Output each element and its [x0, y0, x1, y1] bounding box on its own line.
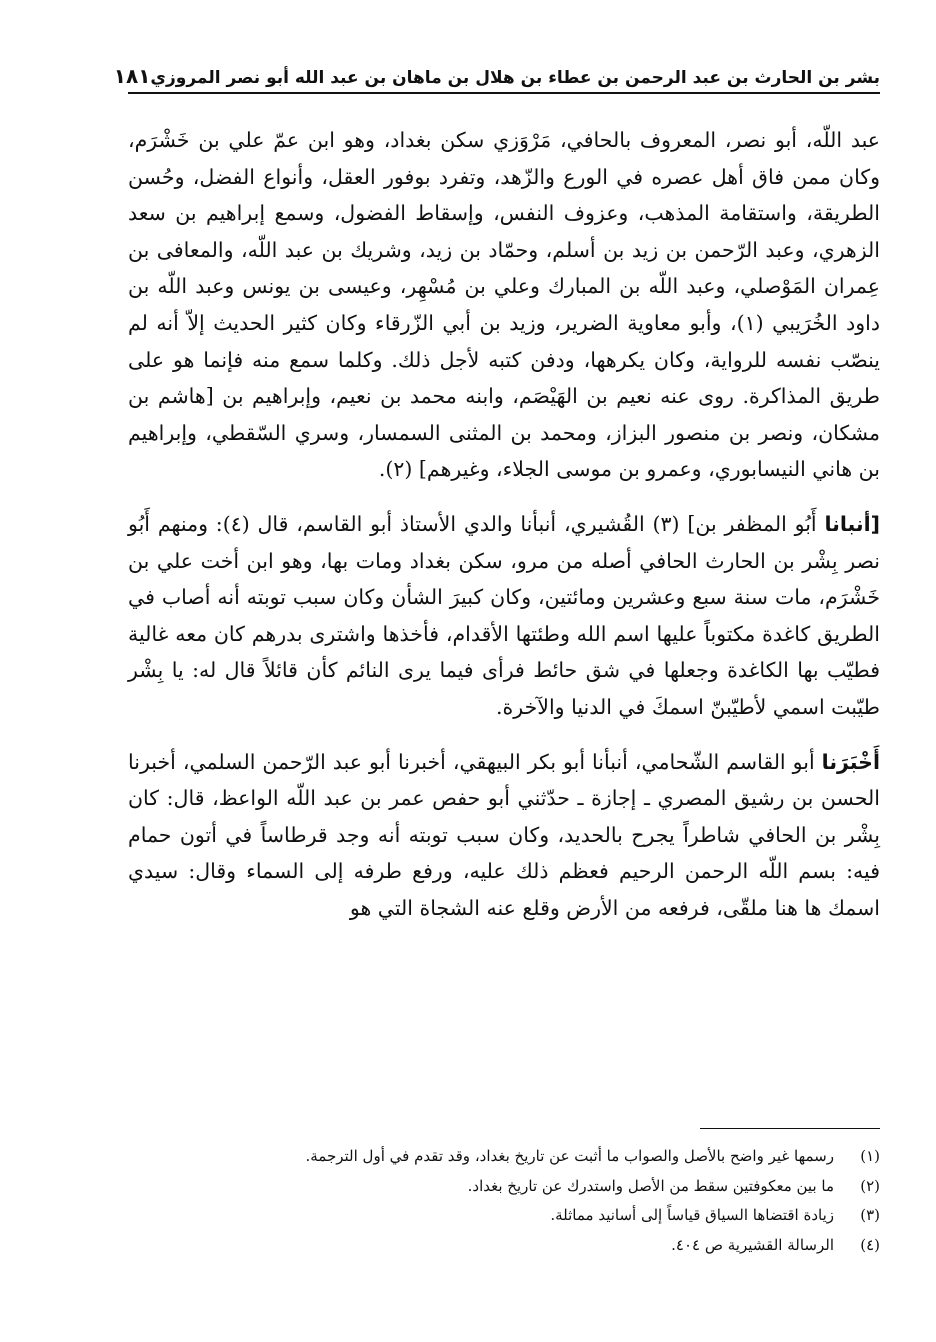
footnote-text: الرسالة القشيرية ص ٤٠٤.: [671, 1235, 834, 1254]
paragraph-2: [128, 506, 880, 726]
footnote-text: زيادة اقتضاها السياق قياساً إلى أسانيد مماثلة.: [550, 1206, 834, 1224]
main-text: [128, 122, 880, 926]
paragraph-text: أَبُو المظفر بن] (٣) القُشيري، أنبأنا والدي الأستاذ أبو القاسم، قال (٤): ومنهم أَبُو نصر بِشْر بن الحارث الحافي أصله من مرو، سكن بغداد ومات بها، وهو ابن أخت علي بن خَشْرَم، مات سنة سبع وعشرين ومائتين، وكان كبيرَ الشأن وكان سبب توبته أنه أصاب في الطريق كاغدة مكتوباً عليها اسم الله وطئتها الأقدام، فأخذها واشترى بدرهم كان معه غالية فطيّب بها الكاغدة وجعلها في شق حائط فرأى فيما يرى النائم كأن قائلاً قال له: يا بِشْر طيّبت اسمي لأطيّبنّ اسمكَ في الدنيا والآخرة.: [128, 511, 880, 719]
footnote-1: [128, 1142, 880, 1172]
footnote-4: [128, 1231, 880, 1261]
footnote-mark: (١): [860, 1147, 880, 1165]
footnote-2: [128, 1172, 880, 1202]
paragraph-lead: أَخْبَرَنا: [821, 749, 880, 774]
page-number: ١٨١: [113, 64, 151, 88]
footnote-divider: [700, 1128, 880, 1129]
footnote-text: ما بين معكوفتين سقط من الأصل واستدرك عن تاريخ بغداد.: [467, 1176, 834, 1195]
footnote-mark: (٤): [860, 1235, 880, 1254]
running-head: [113, 58, 880, 94]
footnote-mark: (٢): [860, 1176, 880, 1195]
paragraph-3: [128, 744, 880, 927]
footnote-3: [128, 1201, 880, 1231]
footnote-text: رسمها غير واضح بالأصل والصواب ما أثبت عن تاريخ بغداد، وقد تقدم في أول الترجمة.: [305, 1147, 834, 1165]
footnotes: [128, 1142, 880, 1260]
paragraph-lead: [أنبانا: [824, 511, 880, 536]
paragraph-text: أبو القاسم الشّحامي، أنبأنا أبو بكر البيهقي، أخبرنا أبو عبد الرّحمن السلمي، أخبرنا الحسن بن رشيق المصري ـ إجازة ـ حدّثني أبو حفص عمر بن عبد اللّه الواعظ، قال: كان بِشْر بن الحافي شاطراً يجرح بالحديد، وكان سبب توبته أنه وجد قرطاساً في أتون حمام فيه: بسم اللّه الرحمن الرحيم فعظم ذلك عليه، ورفع طرفه إلى السماء وقال: سيدي اسمك ها هنا ملقّى، فرفعه من الأرض وقلع عنه الشجاة التي هو: [128, 749, 880, 920]
paragraph-1: [128, 122, 880, 488]
running-title: بشر بن الحارث بن عبد الرحمن بن عطاء بن هلال بن ماهان بن عبد الله أبو نصر المروزي: [150, 68, 880, 88]
paragraph-text: عبد اللّه، أبو نصر، المعروف بالحافي، مَرْوَزي سكن بغداد، وهو ابن عمّ علي بن خَشْرَم، وكان ممن فاق أهل عصره في الورع والزّهد، وتفرد بوفور العقل، وأنواع الفضل، وحُسن الطريقة، واستقامة المذهب، وعزوف النفس، وإسقاط الفضول، وسمع إبراهيم بن سعد الزهري، وعبد الرّحمن بن زيد بن أسلم، وحمّاد بن زيد، وشريك بن عبد اللّه، والمعافى بن عِمران المَوْصلي، وعبد اللّه بن المبارك وعلي بن مُسْهِر، وعيسى بن يونس وعبد اللّه بن داود الخُرَيبي (١)، وأبو معاوية الضرير، وزيد بن أبي الزّرقاء وكان كثير الحديث إلاّ أنه لم ينصّب نفسه للرواية، وكان يكرهها، ودفن كتبه لأجل ذلك. وكلما سمع منه فإنما هو على طريق المذاكرة. روى عنه نعيم بن الهَيْصَم، وابنه محمد بن نعيم، وإبراهيم بن [هاشم بن مشكان، ونصر بن منصور البزاز، ومحمد بن المثنى السمسار، وسري السّقطي، وإبراهيم بن هاني النيسابوري، وعمرو بن موسى الجلاء، وغيرهم] (٢).: [128, 128, 880, 482]
footnote-mark: (٣): [860, 1206, 880, 1224]
